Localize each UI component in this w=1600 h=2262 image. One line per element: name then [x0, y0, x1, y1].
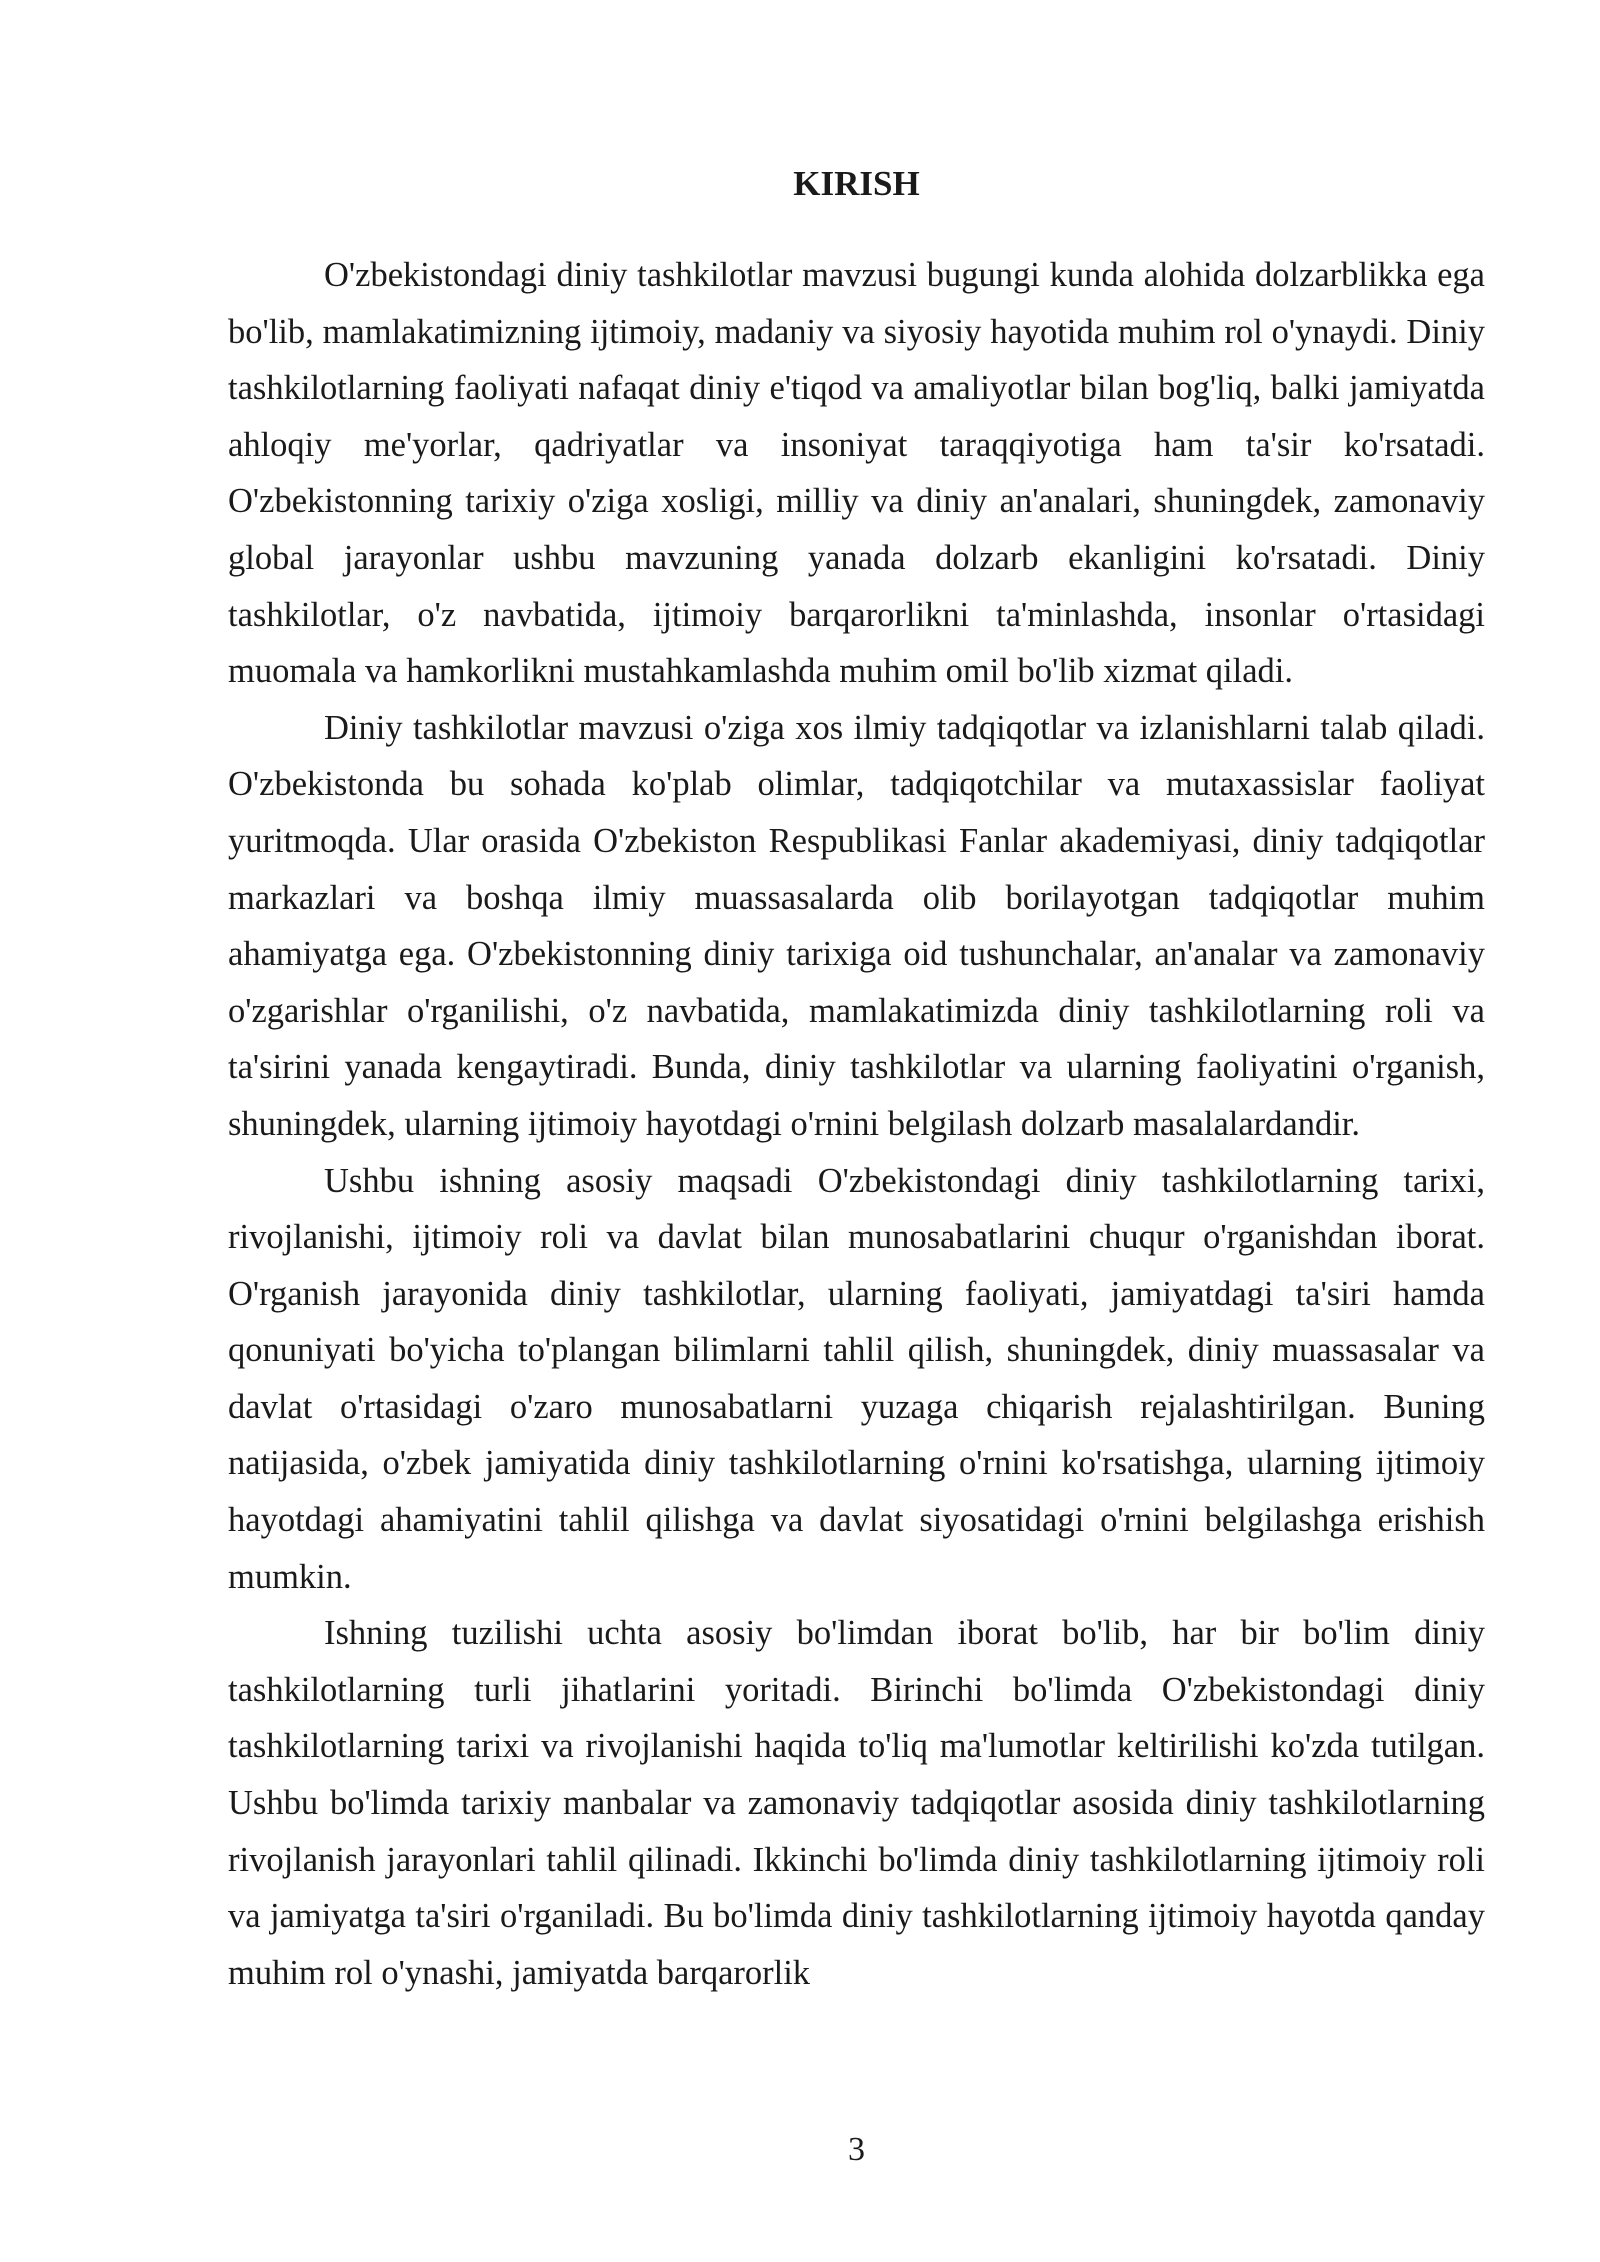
- paragraph-4: Ishning tuzilishi uchta asosiy bo'limdan iborat bo'lib, har bir bo'lim diniy tashkilotlarning turli jihatlarini yoritadi. Birinchi bo'limda O'zbekistondagi diniy tashkilotlarning tarixi va rivojlanishi haqida to'liq ma'lumotlar keltirilishi ko'zda tutilgan. Ushbu bo'limda tarixiy manbalar va zamonaviy tadqiqotlar asosida diniy tashkilotlarning rivojlanish jarayonlari tahlil qilinadi. Ikkinchi bo'limda diniy tashkilotlarning ijtimoiy roli va jamiyatga ta'siri o'rganiladi. Bu bo'limda diniy tashkilotlarning ijtimoiy hayotda qanday muhim rol o'ynashi, jamiyatda barqarorlik: [228, 1614, 1485, 1992]
- paragraph-2: Diniy tashkilotlar mavzusi o'ziga xos ilmiy tadqiqotlar va izlanishlarni talab qiladi. O'zbekistonda bu sohada ko'plab olimlar, tadqiqotchilar va mutaxassislar faoliyat yuritmoqda. Ular orasida O'zbekiston Respublikasi Fanlar akademiyasi, diniy tadqiqotlar markazlari va boshqa ilmiy muassasalarda olib borilayotgan tadqiqotlar muhim ahamiyatga ega. O'zbekistonning diniy tarixiga oid tushunchalar, an'analar va zamonaviy o'zgarishlar o'rganilishi, o'z navbatida, mamlakatimizda diniy tashkilotlarning roli va ta'sirini yanada kengaytiradi. Bunda, diniy tashkilotlar va ularning faoliyatini o'rganish, shuningdek, ularning ijtimoiy hayotdagi o'rnini belgilash dolzarb masalalardandir.: [228, 708, 1485, 1143]
- document-page: [228, 0, 1485, 2262]
- paragraph-3: Ushbu ishning asosiy maqsadi O'zbekistondagi diniy tashkilotlarning tarixi, rivojlanishi, ijtimoiy roli va davlat bilan munosabatlarini chuqur o'rganishdan iborat. O'rganish jarayonida diniy tashkilotlar, ularning faoliyati, jamiyatdagi ta'siri hamda qonuniyati bo'yicha to'plangan bilimlarni tahlil qilish, shuningdek, diniy muassasalar va davlat o'rtasidagi o'zaro munosabatlarni yuzaga chiqarish rejalashtirilgan. Buning natijasida, o'zbek jamiyatida diniy tashkilotlarning o'rnini ko'rsatishga, ularning ijtimoiy hayotdagi ahamiyatini tahlil qilishga va davlat siyosatidagi o'rnini belgilashga erishish mumkin.: [228, 1161, 1485, 1596]
- paragraph-1: O'zbekistondagi diniy tashkilotlar mavzusi bugungi kunda alohida dolzarblikka ega bo'lib, mamlakatimizning ijtimoiy, madaniy va siyosiy hayotida muhim rol o'ynaydi. Diniy tashkilotlarning faoliyati nafaqat diniy e'tiqod va amaliyotlar bilan bog'liq, balki jamiyatda ahloqiy me'yorlar, qadriyatlar va insoniyat taraqqiyotiga ham ta'sir ko'rsatadi. O'zbekistonning tarixiy o'ziga xosligi, milliy va diniy an'analari, shuningdek, zamonaviy global jarayonlar ushbu mavzuning yanada dolzarb ekanligini ko'rsatadi. Diniy tashkilotlar, o'z navbatida, ijtimoiy barqarorlikni ta'minlashda, insonlar o'rtasidagi muomala va hamkorlikni mustahkamlashda muhim omil bo'lib xizmat qiladi.: [228, 256, 1485, 691]
- page-number: 3: [848, 2131, 865, 2168]
- body-text: [228, 247, 1485, 2001]
- section-title: KIRISH: [793, 164, 920, 203]
